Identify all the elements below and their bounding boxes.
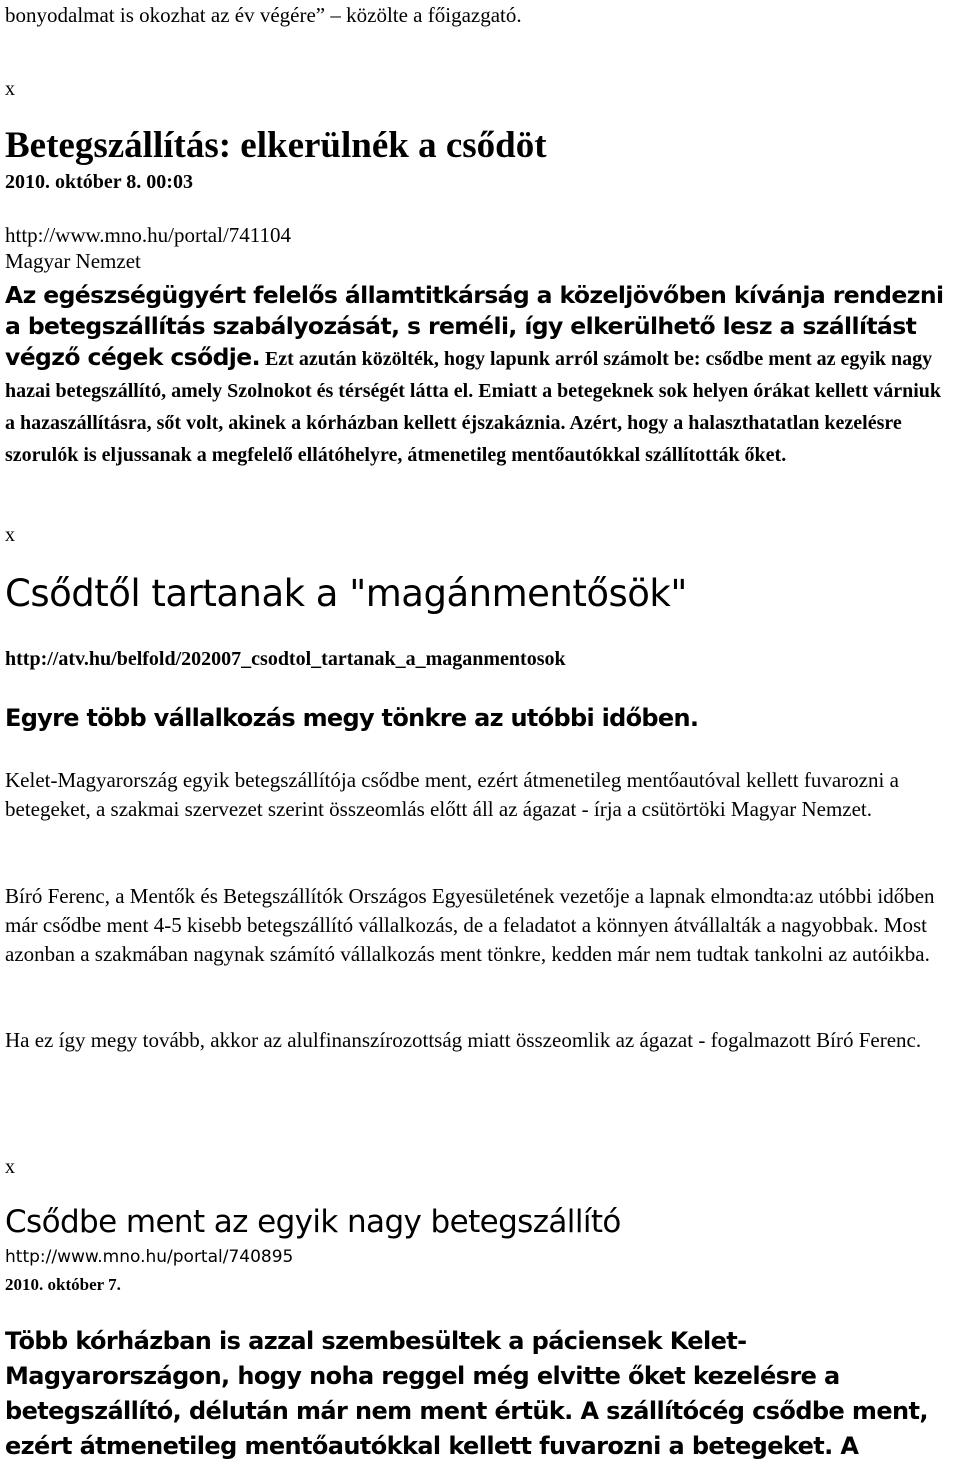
article-lead: Több kórházban is azzal szembesültek a páciensek Kelet-Magyarországon, hogy noha reggel még elvitte őket kezelésre a betegszállító, délután már nem ment értük. A szállítócég csődbe ment, ezért átmenetileg mentőautókkal kellett fuvarozni a betegeket. A xyxy=(5,1327,928,1460)
article-date: 2010. október 8. 00:03 xyxy=(5,171,193,193)
article-separator-marker: x xyxy=(5,78,15,100)
article-date: 2010. október 7. xyxy=(5,1275,121,1294)
article-url[interactable]: http://atv.hu/belfold/202007_csodtol_tartanak_a_maganmentosok xyxy=(5,648,566,670)
article-title: Csődtől tartanak a "magánmentősök" xyxy=(5,572,687,615)
article-lead-highlight: Az egészségügyért felelős államtitkárság a közeljövőben kívánja rendezni a betegszállítás szabályozását, s reméli, így elkerülhető lesz a szállítást végző cégek csődje. xyxy=(5,281,944,371)
article-url[interactable]: http://www.mno.hu/portal/740895 xyxy=(5,1247,294,1267)
article-paragraph: Kelet-Magyarország egyik betegszállítója csődbe ment, ezért átmenetileg mentőautóval kellett fuvarozni a betegeket, a szakmai szervezet szerint összeomlás előtt áll az ágazat - írja a csütörtöki Magyar Nemzet. xyxy=(5,768,899,821)
article-lead xyxy=(5,280,954,470)
article-lead: Egyre több vállalkozás megy tönkre az utóbbi időben. xyxy=(5,704,699,732)
article-separator-marker: x xyxy=(5,524,15,546)
article-title: Betegszállítás: elkerülnék a csődöt xyxy=(5,125,547,166)
closing-quote-line: bonyodalmat is okozhat az év végére” – közölte a főigazgató. xyxy=(5,3,522,27)
article-source: Magyar Nemzet xyxy=(5,249,141,273)
article-paragraph: Ha ez így megy tovább, akkor az alulfinanszírozottság miatt összeomlik az ágazat - fogalmazott Bíró Ferenc. xyxy=(5,1028,922,1052)
article-lead-continuation: Ezt azután közölték, hogy lapunk arról számolt be: csődbe ment az egyik nagy hazai betegszállító, amely Szolnokot és térségét látta el. Emiatt a betegeknek sok helyen órákat kellett várniuk a hazaszállításra, sőt volt, akinek a kórházban kellett éjszakáznia. Azért, hogy a halaszthatatlan kezelésre szorulók is eljussanak a megfelelő ellátóhelyre, átmenetileg mentőautókkal szállították őket. xyxy=(5,348,941,466)
article-url[interactable]: http://www.mno.hu/portal/741104 xyxy=(5,223,292,247)
article-separator-marker: x xyxy=(5,1156,15,1178)
article-paragraph: Bíró Ferenc, a Mentők és Betegszállítók Országos Egyesületének vezetője a lapnak elmondta:az utóbbi időben már csődbe ment 4-5 kisebb betegszállító vállalkozás, de a feladatot a könnyen átvállalták a nagyobbak. Most azonban a szakmában nagynak számító vállalkozás ment tönkre, kedden már nem tudtak tankolni az autóikba. xyxy=(5,884,935,966)
article-title: Csődbe ment az egyik nagy betegszállító xyxy=(5,1204,621,1240)
